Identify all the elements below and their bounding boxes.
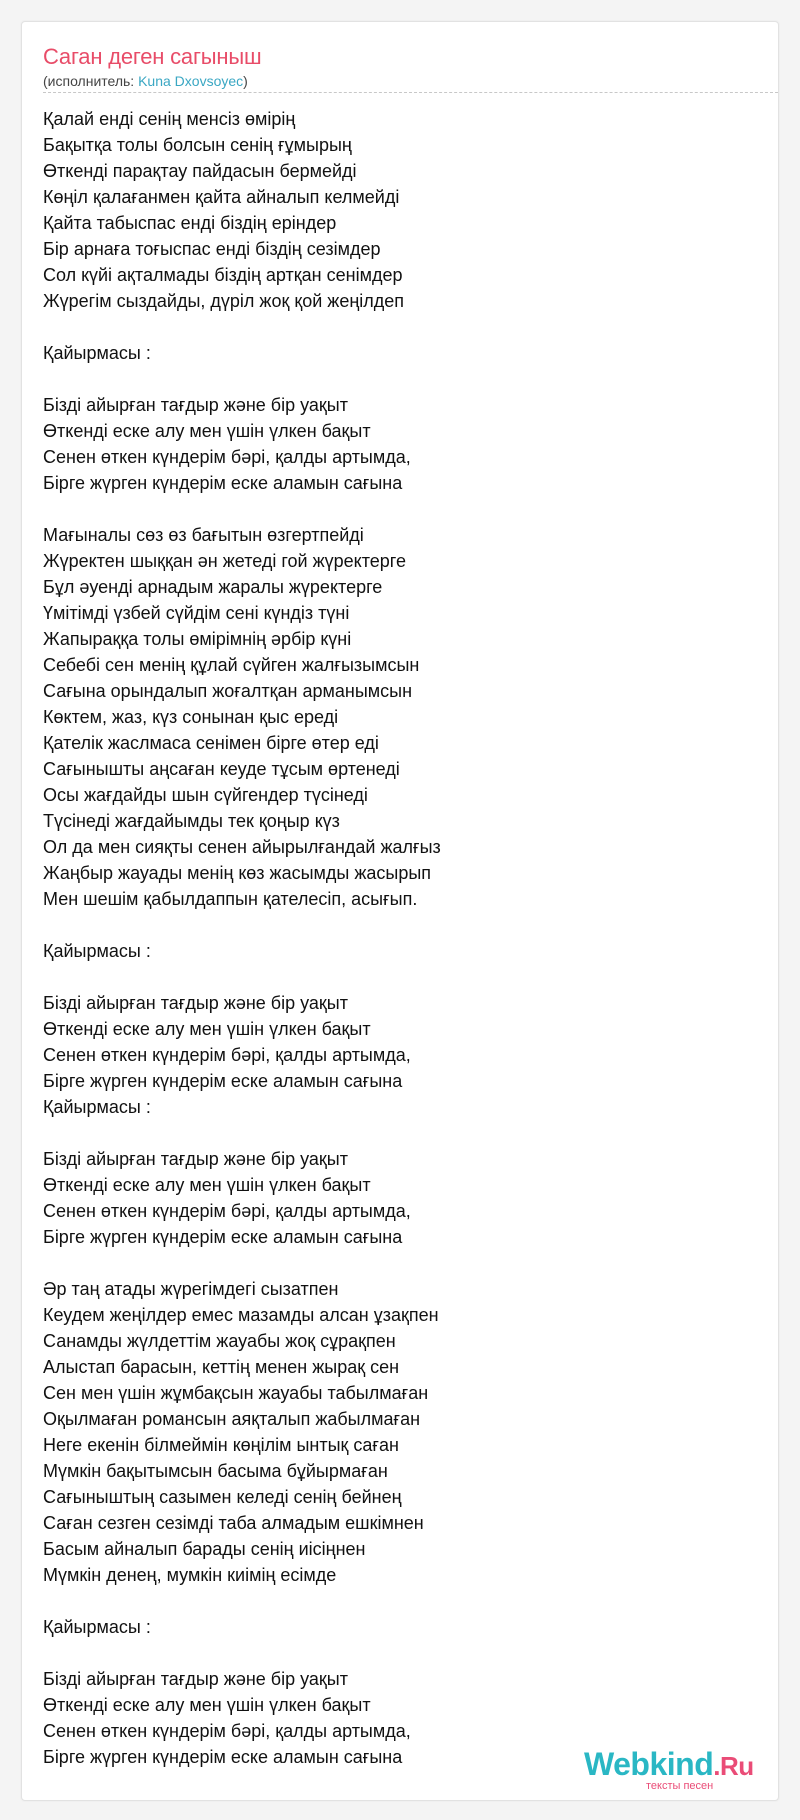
lyric-line: Себебі сен менің құлай сүйген жалғызымсын (43, 655, 420, 675)
lyric-line: Сенен өткен күндерім бәрі, қалды артымда, (43, 1201, 411, 1221)
song-title: Саган деген сагыныш (43, 44, 262, 69)
lyrics-body (43, 106, 441, 1770)
lyric-line: Үмітімді үзбей сүйдім сені күндіз түні (43, 603, 350, 623)
lyric-line: Қалай енді сенің менсіз өмірің (43, 109, 296, 129)
lyric-line: Неге екенін білмеймін көңілім ынтық саған (43, 1435, 399, 1455)
stanza-break (43, 964, 441, 990)
lyric-line: Сенен өткен күндерім бәрі, қалды артымда, (43, 447, 411, 467)
lyric-line: Басым айналып барады сенің иісіңнен (43, 1539, 366, 1559)
lyric-line: Қайта табыспас енді біздің еріндер (43, 213, 337, 233)
stanza-break (43, 1250, 441, 1276)
lyrics-page (21, 21, 779, 1801)
lyric-line: Сенен өткен күндерім бәрі, қалды артымда, (43, 1721, 411, 1741)
lyric-line: Бірге жүрген күндерім еске аламын сағына (43, 473, 403, 493)
lyric-line: Сол күйі ақталмады біздің артқан сенімдер (43, 265, 403, 285)
lyric-line: Мүмкін бақытымсын басыма бұйырмаған (43, 1461, 388, 1481)
lyric-line: Қателік жаслмаса сенімен бірге өтер еді (43, 733, 379, 753)
lyric-line: Алыстап барасын, кеттің менен жырақ сен (43, 1357, 400, 1377)
lyric-line: Бірге жүрген күндерім еске аламын сағына (43, 1747, 403, 1767)
lyric-line: Өткенді еске алу мен үшін үлкен бақыт (43, 1695, 371, 1715)
lyric-line: Өткенді еске алу мен үшін үлкен бақыт (43, 1019, 371, 1039)
watermark-brand (584, 1746, 754, 1783)
lyric-line: Қайырмасы : (43, 941, 151, 961)
lyric-line: Бақытқа толы болсын сенің ғұмырың (43, 135, 352, 155)
lyric-line: Жаңбыр жауады менің көз жасымды жасырып (43, 863, 432, 883)
lyric-line: Түсінеді жағдайымды тек қоңыр күз (43, 811, 340, 831)
artist-suffix: ) (243, 73, 248, 89)
lyric-line: Бұл әуенді арнадым жаралы жүректерге (43, 577, 383, 597)
artist-line (43, 73, 248, 89)
lyric-line: Осы жағдайды шын сүйгендер түсінеді (43, 785, 368, 805)
stanza-break (43, 912, 441, 938)
lyric-line: Қайырмасы : (43, 343, 151, 363)
lyric-line: Жапыраққа толы өмірімнің әрбір күні (43, 629, 352, 649)
lyric-line: Мағыналы сөз өз бағытын өзгертпейді (43, 525, 364, 545)
lyric-line: Кеудем жеңілдер емес мазамды алсан ұзақпен (43, 1305, 439, 1325)
lyric-line: Көңіл қалағанмен қайта айналып келмейді (43, 187, 400, 207)
lyric-line: Өткенді еске алу мен үшін үлкен бақыт (43, 421, 371, 441)
stanza-break (43, 1120, 441, 1146)
watermark-brand-suffix: .Ru (713, 1751, 754, 1781)
lyric-line: Қайырмасы : (43, 1097, 151, 1117)
lyric-line: Көктем, жаз, күз сонынан қыс ереді (43, 707, 339, 727)
lyric-line: Мүмкін денең, мумкін киімің есімде (43, 1565, 337, 1585)
artist-prefix: (исполнитель: (43, 73, 139, 89)
lyric-line: Бірге жүрген күндерім еске аламын сағына (43, 1227, 403, 1247)
stanza-break (43, 314, 441, 340)
lyric-line: Бір арнаға тоғыспас енді біздің сезімдер (43, 239, 381, 259)
lyric-line: Сағынышты аңсаған кеуде тұсым өртенеді (43, 759, 400, 779)
lyric-line: Санамды жүлдеттім жауабы жоқ сұрақпен (43, 1331, 396, 1351)
lyric-line: Саған сезген сезімді таба алмадым ешкімнен (43, 1513, 424, 1533)
lyric-line: Сен мен үшін жұмбақсын жауабы табылмаған (43, 1383, 429, 1403)
stanza-break (43, 1640, 441, 1666)
watermark-brand-name: Webkind (584, 1746, 714, 1782)
lyric-line: Оқылмаған романсын аяқталып жабылмаған (43, 1409, 421, 1429)
title-divider (43, 92, 778, 93)
lyric-line: Сағына орындалып жоғалтқан арманымсын (43, 681, 413, 701)
lyric-line: Бізді айырған тағдыр және бір уақыт (43, 395, 348, 415)
lyric-line: Бірге жүрген күндерім еске аламын сағына (43, 1071, 403, 1091)
lyric-line: Жүрегім сыздайды, дүріл жоқ қой жеңілдеп (43, 291, 405, 311)
site-watermark-logo (584, 1746, 774, 1802)
artist-link[interactable]: Kuna Dxovsoyec (138, 73, 244, 89)
lyric-line: Әр таң атады жүрегімдегі сызатпен (43, 1279, 339, 1299)
lyric-line: Сағыныштың сазымен келеді сенің бейнең (43, 1487, 402, 1507)
stanza-break (43, 496, 441, 522)
stanza-break (43, 1588, 441, 1614)
lyric-line: Бізді айырған тағдыр және бір уақыт (43, 1149, 348, 1169)
lyric-line: Ол да мен сияқты сенен айырылғандай жалғыз (43, 837, 441, 857)
lyric-line: Өткенді парақтау пайдасын бермейді (43, 161, 357, 181)
lyric-line: Бізді айырған тағдыр және бір уақыт (43, 993, 348, 1013)
lyric-line: Өткенді еске алу мен үшін үлкен бақыт (43, 1175, 371, 1195)
lyric-line: Қайырмасы : (43, 1617, 151, 1637)
lyric-line: Сенен өткен күндерім бәрі, қалды артымда, (43, 1045, 411, 1065)
lyric-line: Мен шешім қабылдаппын қателесіп, асығып. (43, 889, 418, 909)
lyric-line: Жүректен шыққан ән жетеді гой жүректерге (43, 551, 406, 571)
stanza-break (43, 366, 441, 392)
lyric-line: Бізді айырған тағдыр және бір уақыт (43, 1669, 348, 1689)
watermark-tagline: тексты песен (646, 1780, 714, 1792)
